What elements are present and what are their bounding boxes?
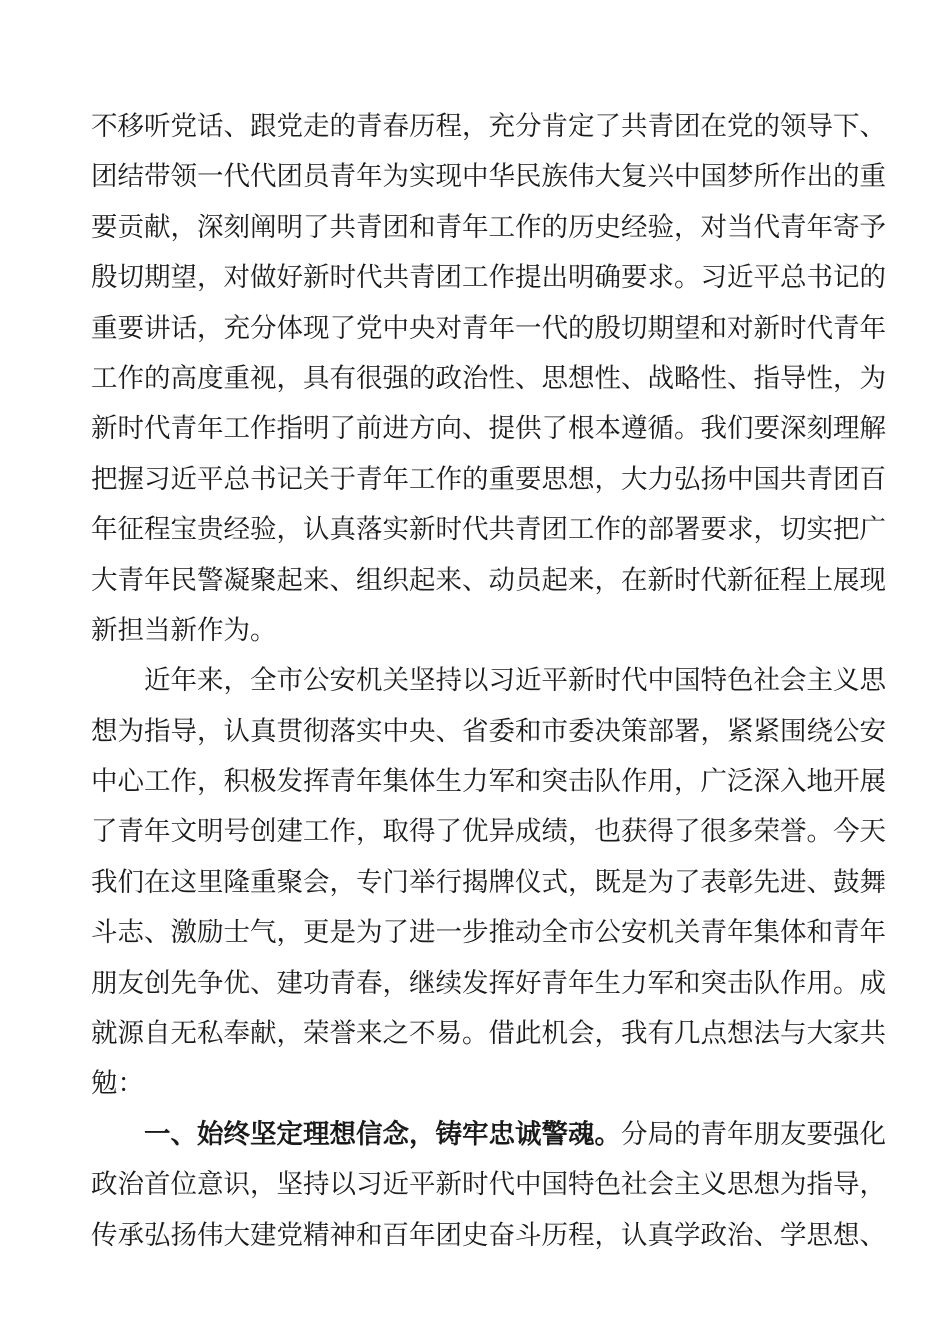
text-line: 了青年文明号创建工作，取得了优异成绩，也获得了很多荣誉。今天 <box>91 816 886 848</box>
text-line: 近年来，全市公安机关坚持以习近平新时代中国特色社会主义思 <box>144 665 886 697</box>
document-body <box>91 102 886 1261</box>
section-heading: 一、始终坚定理想信念，铸牢忠诚警魂。 <box>144 1118 621 1150</box>
text-line: 殷切期望，对做好新时代共青团工作提出明确要求。习近平总书记的 <box>91 262 886 294</box>
text-line: 新时代青年工作指明了前进方向、提供了根本遵循。我们要深刻理解 <box>91 413 886 445</box>
text-line: 政治首位意识，坚持以习近平新时代中国特色社会主义思想为指导， <box>91 1169 886 1201</box>
text-line: 斗志、激励士气，更是为了进一步推动全市公安机关青年集体和青年 <box>91 917 886 949</box>
paragraph-2 <box>91 656 886 1110</box>
text-line: 重要讲话，充分体现了党中央对青年一代的殷切期望和对新时代青年 <box>91 312 886 344</box>
text-line: 不移听党话、跟党走的青春历程，充分肯定了共青团在党的领导下、 <box>91 111 886 142</box>
text-line: 想为指导，认真贯彻落实中央、省委和市委决策部署，紧紧围绕公安 <box>91 715 886 747</box>
text-line: 大青年民警凝聚起来、组织起来、动员起来，在新时代新征程上展现 <box>91 564 886 596</box>
text-line: 传承弘扬伟大建党精神和百年团史奋斗历程，认真学政治、学思想、 <box>91 1219 886 1251</box>
text-line: 我们在这里隆重聚会，专门举行揭牌仪式，既是为了表彰先进、鼓舞 <box>91 866 886 898</box>
text-line: 工作的高度重视，具有很强的政治性、思想性、战略性、指导性，为 <box>91 362 886 394</box>
text-line: 年征程宝贵经验，认真落实新时代共青团工作的部署要求，切实把广 <box>91 514 886 546</box>
paragraph-3 <box>91 1110 886 1261</box>
text-line <box>91 1110 886 1160</box>
text-line: 要贡献，深刻阐明了共青团和青年工作的历史经验，对当代青年寄予 <box>91 211 886 243</box>
text-line: 朋友创先争优、建功青春，继续发挥好青年生力军和突击队作用。成 <box>91 967 886 999</box>
text-line: 就源自无私奉献，荣誉来之不易。借此机会，我有几点想法与大家共 <box>91 1018 886 1050</box>
text-line: 中心工作，积极发挥青年集体生力军和突击队作用，广泛深入地开展 <box>91 766 886 798</box>
text-line: 新担当新作为。 <box>91 614 277 646</box>
text-line: 团结带领一代代团员青年为实现中华民族伟大复兴中国梦所作出的重 <box>91 161 886 193</box>
text-line: 把握习近平总书记关于青年工作的重要思想，大力弘扬中国共青团百 <box>91 463 886 495</box>
text-span: 分局的青年朋友要强化 <box>621 1118 886 1150</box>
paragraph-1 <box>91 102 886 656</box>
text-line: 勉： <box>91 1068 144 1100</box>
